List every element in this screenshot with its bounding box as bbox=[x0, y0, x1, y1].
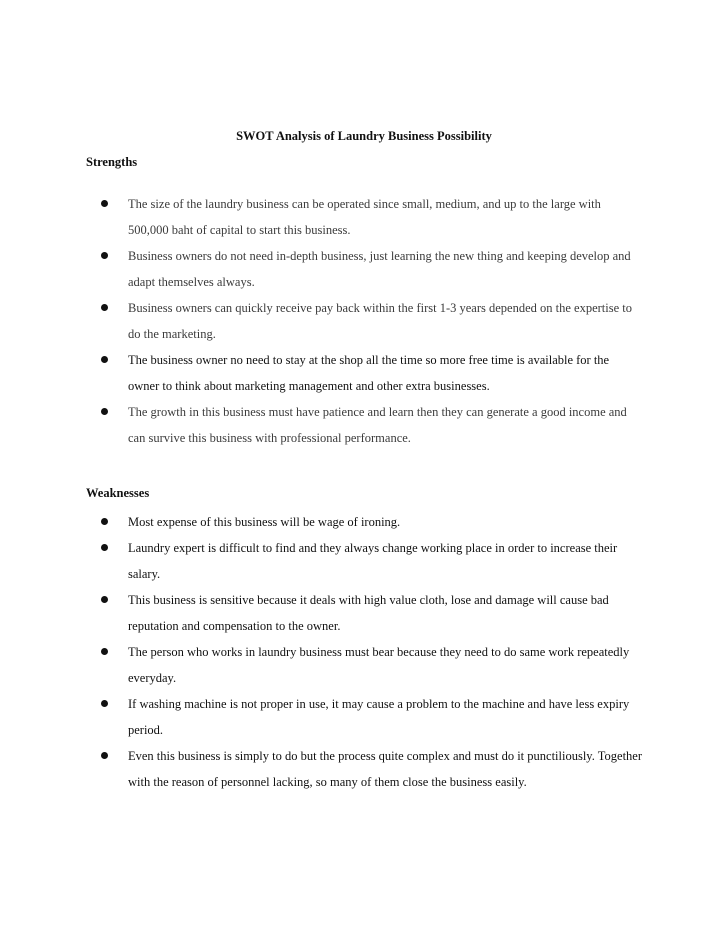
weaknesses-heading: Weaknesses bbox=[86, 486, 150, 500]
weakness-item-text: The person who works in laundry business must bear because they need to do same work repeatedly everyday. bbox=[128, 645, 630, 685]
strength-item-text: The size of the laundry business can be operated since small, medium, and up to the large with 500,000 baht of capital to start this business. bbox=[128, 197, 601, 237]
bullet-icon bbox=[101, 304, 108, 311]
bullet-icon bbox=[101, 648, 108, 655]
weakness-item-text: Even this business is simply to do but the process quite complex and must do it punctiliously. Together with the reason of personnel lacking, so many of them close the business easily. bbox=[128, 749, 643, 789]
weakness-item bbox=[0, 639, 728, 691]
bullet-icon bbox=[101, 544, 108, 551]
strength-item-text: Business owners can quickly receive pay back within the first 1-3 years depended on the expertise to do the marketing. bbox=[128, 301, 633, 341]
bullet-icon bbox=[101, 752, 108, 759]
strength-item bbox=[0, 243, 728, 295]
weakness-item bbox=[0, 743, 728, 795]
weakness-item bbox=[0, 535, 728, 587]
bullet-icon bbox=[101, 518, 108, 525]
bullet-icon bbox=[101, 408, 108, 415]
bullet-icon bbox=[101, 200, 108, 207]
weakness-item bbox=[0, 509, 728, 535]
weakness-item-text: This business is sensitive because it deals with high value cloth, lose and damage will cause bad reputation and compensation to the owner. bbox=[128, 593, 609, 633]
strengths-heading: Strengths bbox=[86, 155, 138, 169]
strength-item bbox=[0, 295, 728, 347]
strength-item-text: The business owner no need to stay at the shop all the time so more free time is available for the owner to think about marketing management and other extra businesses. bbox=[128, 353, 610, 393]
bullet-icon bbox=[101, 356, 108, 363]
strength-item bbox=[0, 347, 728, 399]
bullet-icon bbox=[101, 596, 108, 603]
strength-item bbox=[0, 399, 728, 451]
strength-item-text: The growth in this business must have patience and learn then they can generate a good income and can survive this business with professional performance. bbox=[128, 405, 627, 445]
bullet-icon bbox=[101, 700, 108, 707]
weaknesses-list bbox=[0, 509, 728, 795]
weakness-item-text: If washing machine is not proper in use, it may cause a problem to the machine and have less expiry period. bbox=[128, 697, 630, 737]
weakness-item-text: Laundry expert is difficult to find and they always change working place in order to increase their salary. bbox=[128, 541, 618, 581]
page-title: SWOT Analysis of Laundry Business Possibility bbox=[236, 129, 492, 143]
strength-item bbox=[0, 191, 728, 243]
strength-item-text: Business owners do not need in-depth business, just learning the new thing and keeping develop and adapt themselves always. bbox=[128, 249, 631, 289]
weakness-item bbox=[0, 587, 728, 639]
weakness-item-text: Most expense of this business will be wage of ironing. bbox=[128, 515, 401, 529]
weakness-item bbox=[0, 691, 728, 743]
bullet-icon bbox=[101, 252, 108, 259]
strengths-list bbox=[0, 191, 728, 451]
